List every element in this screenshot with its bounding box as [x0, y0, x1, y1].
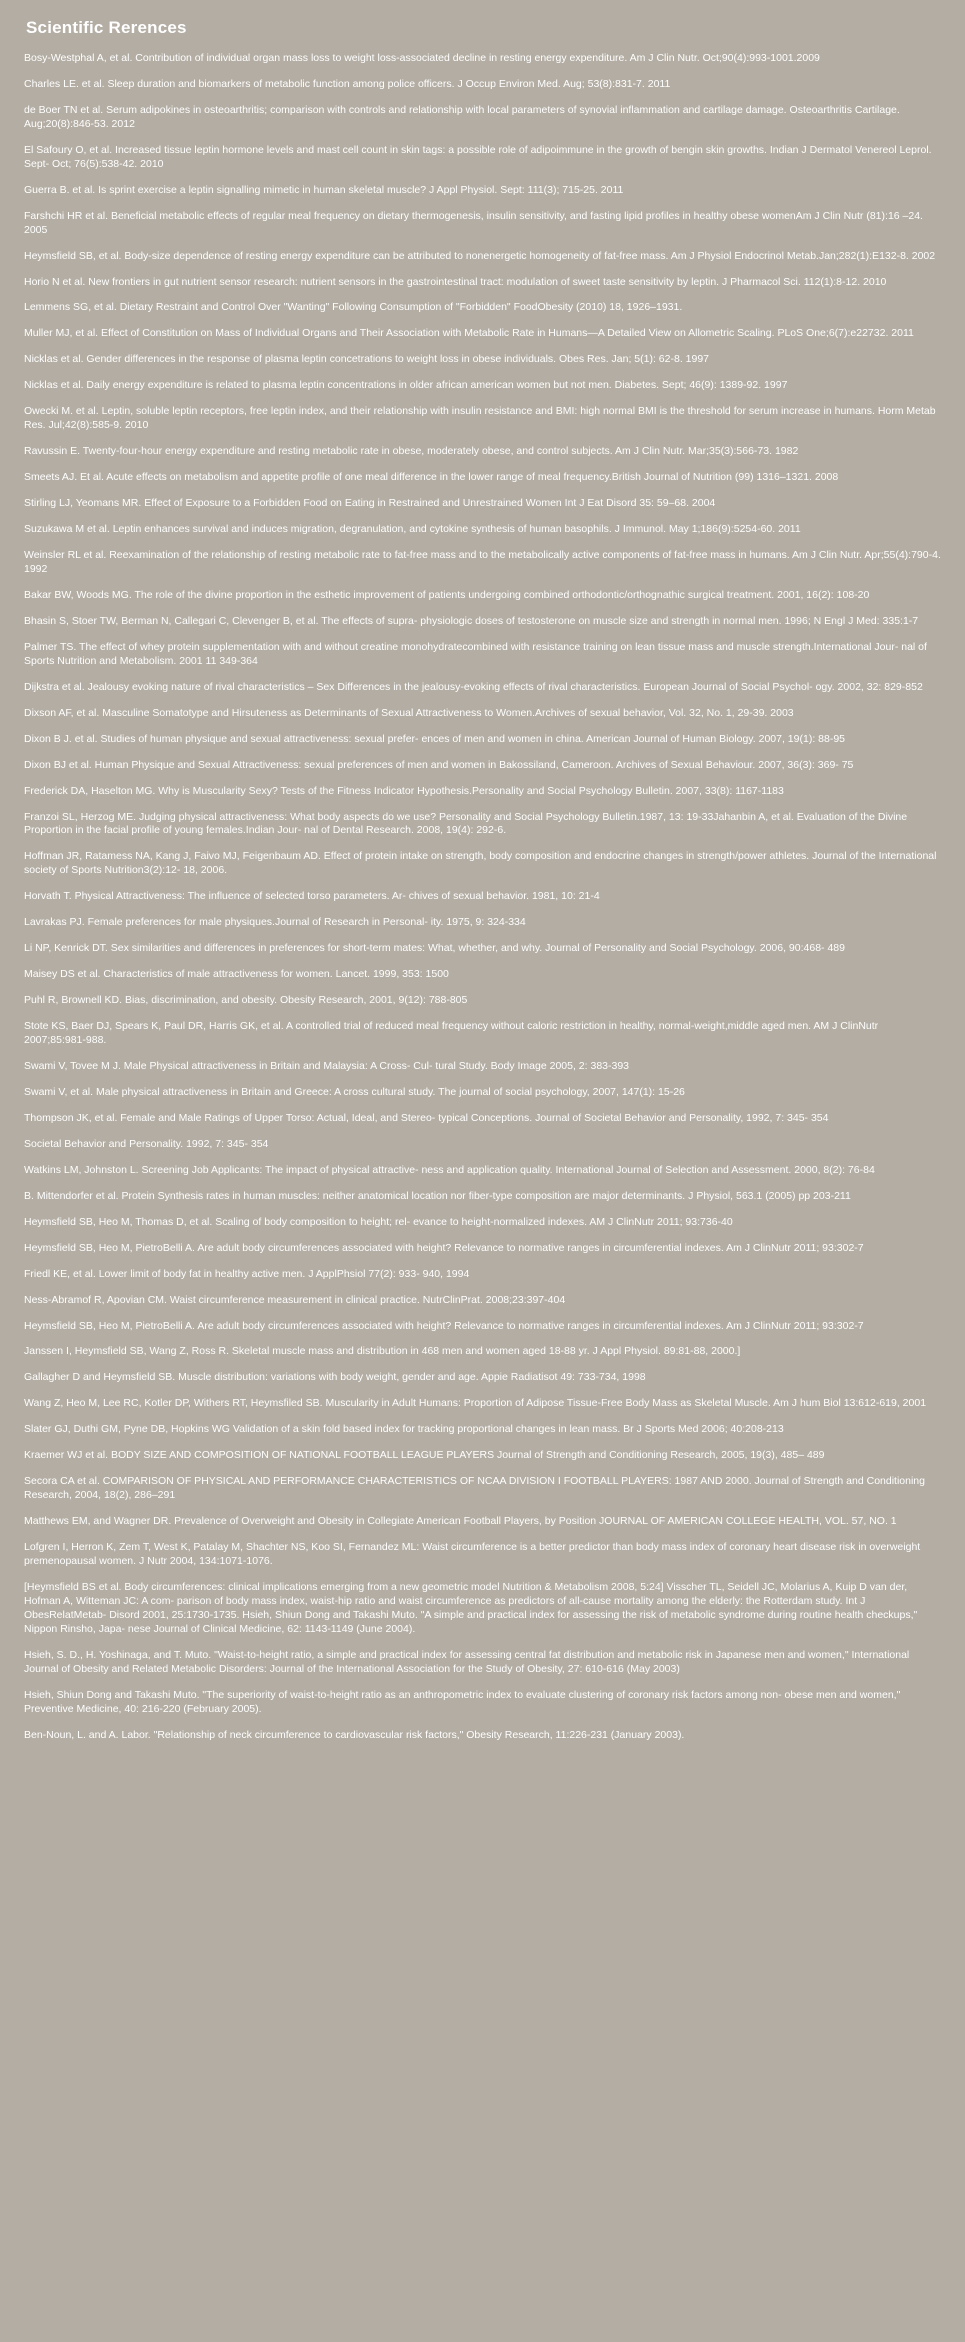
reference-item: Palmer TS. The effect of whey protein supplementation with and without creatine monohydratecombined with resistance training on lean tissue mass and muscle strength.International Jour- nal of Sports Nutrition and Metabolism. 2001 11 349-364	[24, 640, 927, 667]
reference-item: Dixon BJ et al. Human Physique and Sexual Attractiveness: sexual preferences of men and women in Bakossiland, Cameroon. Archives of Sexual Behaviour. 2007, 36(3): 369- 75	[24, 758, 854, 771]
reference-item: Janssen I, Heymsfield SB, Wang Z, Ross R. Skeletal muscle mass and distribution in 468 men and women aged 18-88 yr. J Appl Physiol. 89:81-88, 2000.]	[24, 1345, 741, 1358]
reference-item: Matthews EM, and Wagner DR. Prevalence of Overweight and Obesity in Collegiate American Football Players, by Position JOURNAL OF AMERICAN COLLEGE HEALTH, VOL. 57, NO. 1	[24, 1515, 897, 1528]
reference-item: Nicklas et al. Daily energy expenditure is related to plasma leptin concentrations in older african american women but not men. Diabetes. Sept; 46(9): 1389-92. 1997	[24, 379, 788, 392]
reference-item: Horio N et al. New frontiers in gut nutrient sensor research: nutrient sensors in the gastrointestinal tract: modulation of sweet taste sensitivity by leptin. J Pharmacol Sci. 112(1):8-12. 2010	[24, 275, 887, 288]
reference-item: Ravussin E. Twenty-four-hour energy expenditure and resting metabolic rate in obese, moderately obese, and control subjects. Am J Clin Nutr. Mar;35(3):566-73. 1982	[24, 445, 799, 458]
reference-item: Dixon B J. et al. Studies of human physique and sexual attractiveness: sexual prefer- ences of men and women in china. American Journal of Human Biology. 2007, 19(1): 88-95	[24, 732, 846, 745]
reference-item: Frederick DA, Haselton MG. Why is Muscularity Sexy? Tests of the Fitness Indicator Hypothesis.Personality and Social Psychology Bulletin. 2007, 33(8): 1167-1183	[24, 784, 784, 797]
reference-item: Weinsler RL et al. Reexamination of the relationship of resting metabolic rate to fat-free mass and to the metabolically active components of fat-free mass in humans. Am J Clin Nutr. Apr;55(4):790-4. 1992	[24, 549, 941, 575]
reference-item: Guerra B. et al. Is sprint exercise a leptin signalling mimetic in human skeletal muscle? J Appl Physiol. Sept: 111(3); 715-25. 2011	[24, 183, 624, 196]
reference-item: Swami V, Tovee M J. Male Physical attractiveness in Britain and Malaysia: A Cross- Cul- tural Study. Body Image 2005, 2: 383-393	[24, 1059, 630, 1072]
reference-item: Farshchi HR et al. Beneficial metabolic effects of regular meal frequency on dietary thermogenesis, insulin sensitivity, and fasting lipid profiles in healthy obese womenAm J Clin Nutr (81):16 –24. 2005	[24, 209, 923, 236]
reference-item: El Safoury O, et al. Increased tissue leptin hormone levels and mast cell count in skin tags: a possible role of adipoimmune in the growth of bengin skin growths. Indian J Dermatol Venereol Leprol. Sept- Oct; 76(5):538-42. 2010	[24, 143, 932, 170]
reference-item: Heymsfield SB, et al. Body-size dependence of resting energy expenditure can be attributed to nonenergetic homogeneity of fat-free mass. Am J Physiol Endocrinol Metab.Jan;282(1):E132-8. 2002	[24, 249, 936, 262]
reference-item: Heymsfield SB, Heo M, Thomas D, et al. Scaling of body composition to height; rel- evance to height-normalized indexes. AM J ClinNutr 2011; 93:736-40	[24, 1215, 733, 1228]
reference-item: Puhl R, Brownell KD. Bias, discrimination, and obesity. Obesity Research, 2001, 9(12): 788-805	[24, 994, 468, 1007]
reference-item: Dijkstra et al. Jealousy evoking nature of rival characteristics – Sex Differences in the jealousy-evoking effects of rival characteristics. European Journal of Social Psychol- ogy. 2002, 32: 829-852	[24, 680, 923, 693]
reference-item: Nicklas et al. Gender differences in the response of plasma leptin concetrations to weight loss in obese individuals. Obes Res. Jan; 5(1): 62-8. 1997	[24, 353, 710, 366]
reference-item: Kraemer WJ et al. BODY SIZE AND COMPOSITION OF NATIONAL FOOTBALL LEAGUE PLAYERS Journal of Strength and Conditioning Research, 2005, 19(3), 485– 489	[24, 1449, 825, 1462]
reference-item: Heymsfield SB, Heo M, PietroBelli A. Are adult body circumferences associated with height? Relevance to normative ranges in circumferential indexes. Am J ClinNutr 2011; 93:302-7	[24, 1241, 864, 1254]
reference-item: Bosy-Westphal A, et al. Contribution of individual organ mass loss to weight loss-associated decline in resting energy expenditure. Am J Clin Nutr. Oct;90(4):993-1001.2009	[24, 52, 820, 64]
reference-item: Slater GJ, Duthi GM, Pyne DB, Hopkins WG Validation of a skin fold based index for tracking proportional changes in lean mass. Br J Sports Med 2006; 40:208-213	[24, 1423, 784, 1436]
reference-item: Li NP, Kenrick DT. Sex similarities and differences in preferences for short-term mates: What, whether, and why. Journal of Personality and Social Psychology. 2006, 90:468- 489	[24, 942, 845, 955]
reference-item: Maisey DS et al. Characteristics of male attractiveness for women. Lancet. 1999, 353: 1500	[24, 968, 449, 981]
reference-item: Muller MJ, et al. Effect of Constitution on Mass of Individual Organs and Their Association with Metabolic Rate in Humans—A Detailed View on Allometric Scaling. PLoS One;6(7):e22732. 2011	[24, 327, 914, 340]
reference-item: Charles LE. et al. Sleep duration and biomarkers of metabolic function among police officers. J Occup Environ Med. Aug; 53(8):831-7. 2011	[24, 77, 671, 90]
reference-item: Ben-Noun, L. and A. Labor. "Relationship of neck circumference to cardiovascular risk factors," Obesity Research, 11:226-231 (January 2003).	[24, 1728, 685, 1741]
reference-item: Hsieh, S. D., H. Yoshinaga, and T. Muto. "Waist-to-height ratio, a simple and practical index for assessing central fat distribution and metabolic risk in Japanese men and women," International Journal of Obesity and Related Metabolic Disorders: Journal of the International Association for the Study of Obesity, 27: 610-616 (May 2003)	[24, 1648, 910, 1675]
reference-item: Hsieh, Shiun Dong and Takashi Muto. "The superiority of waist-to-height ratio as an anthropometric index to evaluate clustering of coronary risk factors among non- obese men and women," Preventive Medicine, 40: 216-220 (February 2005).	[24, 1688, 901, 1715]
reference-item: Swami V, et al. Male physical attractiveness in Britain and Greece: A cross cultural study. The journal of social psychology, 2007, 147(1): 15-26	[24, 1085, 685, 1098]
reference-item: Heymsfield SB, Heo M, PietroBelli A. Are adult body circumferences associated with height? Relevance to normative ranges in circumferential indexes. Am J ClinNutr 2011; 93:302-7	[24, 1319, 864, 1332]
reference-item: Bhasin S, Stoer TW, Berman N, Callegari C, Clevenger B, et al. The effects of supra- physiologic doses of testosterone on muscle size and strength in normal men. 1996; N Engl J Med: 335:1-7	[24, 614, 919, 627]
reference-item: Friedl KE, et al. Lower limit of body fat in healthy active men. J ApplPhsiol 77(2): 933- 940, 1994	[24, 1267, 470, 1280]
reference-item: [Heymsfield BS et al. Body circumferences: clinical implications emerging from a new geometric model Nutrition & Metabolism 2008, 5:24] Visscher TL, Seidell JC, Molarius A, Kuip D van der, Hofman A, Witteman JC: A com- parison of body mass index, waist-hip ratio and waist circumference as predictors of all-cause mortality among the elderly: the Rotterdam study. Int J ObesRelatMetab- Disord 2001, 25:1730-1735. Hsieh, Shiun Dong and Takashi Muto. "A simple and practical index for assessing the risk of metabolic syndrome during routine health checkups," Nippon Rinsho, Japa- nese Journal of Clinical Medicine, 62: 1143-1149 (June 2004).	[24, 1581, 918, 1635]
reference-item: Stote KS, Baer DJ, Spears K, Paul DR, Harris GK, et al. A controlled trial of reduced meal frequency without caloric restriction in healthy, normal-weight,middle aged men. AM J ClinNutr 2007;85:981-988.	[24, 1020, 879, 1047]
reference-item: Hoffman JR, Ratamess NA, Kang J, Faivo MJ, Feigenbaum AD. Effect of protein intake on strength, body composition and endocrine changes in strength/power athletes. Journal of the International society of Sports Nutrition3(2):12- 18, 2006.	[24, 850, 937, 877]
reference-item: Thompson JK, et al. Female and Male Ratings of Upper Torso: Actual, Ideal, and Stereo- typical Conceptions. Journal of Societal Behavior and Personality, 1992, 7: 345- 354	[24, 1111, 829, 1124]
reference-item: Watkins LM, Johnston L. Screening Job Applicants: The impact of physical attractive- ness and application quality. International Journal of Selection and Assessment. 2000, 8(2): 76-84	[24, 1163, 875, 1176]
reference-item: Smeets AJ. Et al. Acute effects on metabolism and appetite profile of one meal difference in the lower range of meal frequency.British Journal of Nutrition (99) 1316–1321. 2008	[24, 471, 839, 484]
reference-item: Stirling LJ, Yeomans MR. Effect of Exposure to a Forbidden Food on Eating in Restrained and Unrestrained Women Int J Eat Disord 35: 59–68. 2004	[24, 497, 716, 510]
reference-item: Lavrakas PJ. Female preferences for male physiques.Journal of Research in Personal- ity. 1975, 9: 324-334	[24, 916, 526, 929]
reference-item: de Boer TN et al. Serum adipokines in osteoarthritis; comparison with controls and relationship with local parameters of synovial inflammation and cartilage damage. Osteoarthritis Cartilage. Aug;20(8):846-53. 2012	[24, 103, 900, 130]
reference-item: Horvath T. Physical Attractiveness: The influence of selected torso parameters. Ar- chives of sexual behavior. 1981, 10: 21-4	[24, 890, 600, 903]
reference-item: Wang Z, Heo M, Lee RC, Kotler DP, Withers RT, Heymsfiled SB. Muscularity in Adult Humans: Proportion of Adipose Tissue-Free Body Mass as Skeletal Muscle. Am J hum Biol 13:612-619, 2001	[24, 1397, 927, 1410]
reference-list	[24, 52, 941, 1743]
reference-item: Suzukawa M et al. Leptin enhances survival and induces migration, degranulation, and cytokine synthesis of human basophils. J Immunol. May 1;186(9):5254-60. 2011	[24, 523, 801, 536]
reference-item: Secora CA et al. COMPARISON OF PHYSICAL AND PERFORMANCE CHARACTERISTICS OF NCAA DIVISION I FOOTBALL PLAYERS: 1987 AND 2000. Journal of Strength and Conditioning Research, 2004, 18(2), 286–291	[24, 1475, 925, 1502]
reference-item: Societal Behavior and Personality. 1992, 7: 345- 354	[24, 1137, 269, 1150]
reference-item: Bakar BW, Woods MG. The role of the divine proportion in the esthetic improvement of patients undergoing combined orthodontic/orthognathic surgical treatment. 2001, 16(2): 108-20	[24, 588, 870, 601]
reference-item: Lofgren I, Herron K, Zem T, West K, Patalay M, Shachter NS, Koo SI, Fernandez ML: Waist circumference is a better predictor than body mass index of coronary heart disease risk in overweight premenopausal women. J Nutr 2004, 134:1071-1076.	[24, 1541, 921, 1568]
reference-item: Dixson AF, et al. Masculine Somatotype and Hirsuteness as Determinants of Sexual Attractiveness to Women.Archives of sexual behavior, Vol. 32, No. 1, 29-39. 2003	[24, 706, 794, 719]
reference-item: B. Mittendorfer et al. Protein Synthesis rates in human muscles: neither anatomical location nor fiber-type composition are major determinants. J Physiol, 563.1 (2005) pp 203-211	[24, 1189, 851, 1202]
reference-item: Gallagher D and Heymsfield SB. Muscle distribution: variations with body weight, gender and age. Appie Radiatisot 49: 733-734, 1998	[24, 1371, 646, 1384]
reference-item: Lemmens SG, et al. Dietary Restraint and Control Over "Wanting" Following Consumption of "Forbidden" FoodObesity (2010) 18, 1926–1931.	[24, 301, 683, 314]
page-title: Scientific Rerences	[26, 18, 187, 37]
reference-item: Franzoi SL, Herzog ME. Judging physical attractiveness: What body aspects do we use? Personality and Social Psychology Bulletin.1987, 13: 19-33Jahanbin A, et al. Evaluation of the Divine Proportion in the facial profile of young females.Indian Jour- nal of Dental Research. 2008, 19(4): 292-6.	[24, 810, 908, 837]
reference-item: Ness-Abramof R, Apovian CM. Waist circumference measurement in clinical practice. NutrClinPrat. 2008;23:397-404	[24, 1293, 566, 1306]
reference-item: Owecki M. et al. Leptin, soluble leptin receptors, free leptin index, and their relationship with insulin resistance and BMI: high normal BMI is the threshold for serum increase in humans. Horm Metab Res. Jul;42(8):585-9. 2010	[24, 405, 936, 432]
